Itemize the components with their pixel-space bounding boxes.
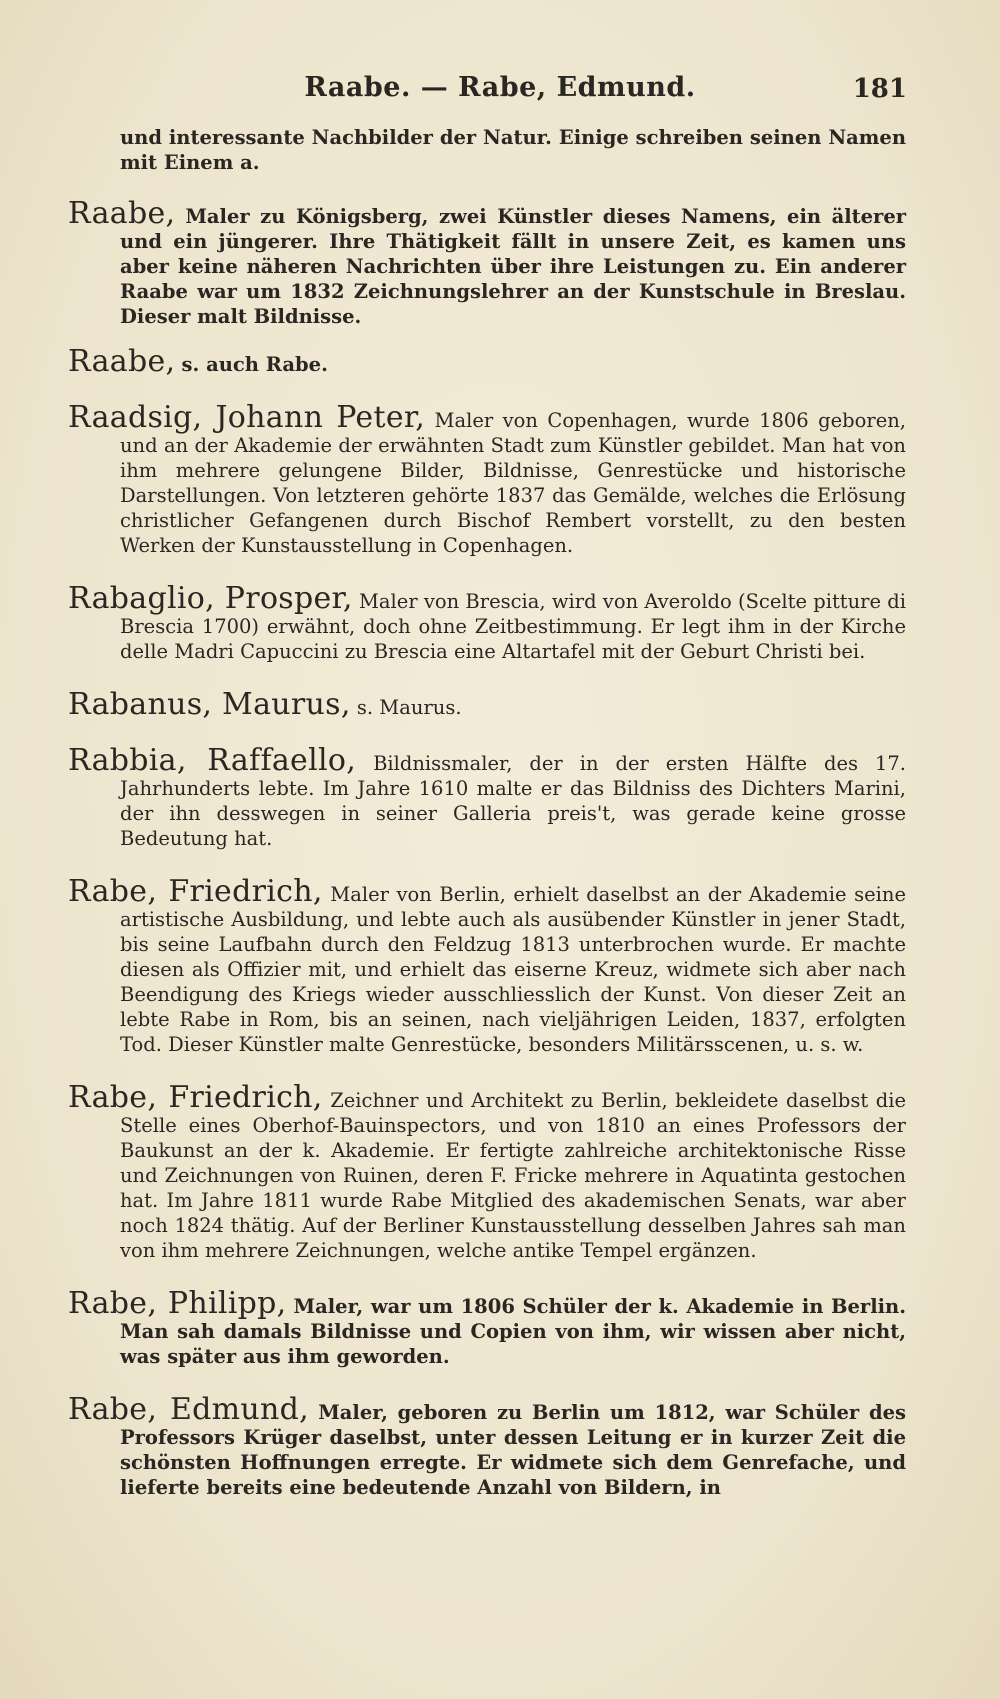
entry-headword: Rabanus, Maurus, bbox=[68, 686, 351, 722]
continuation-text: und interessante Nachbilder der Natur. Einige schreiben seinen Namen mit Einem a. bbox=[120, 126, 906, 174]
entry-text: Maler, war um 1806 Schüler der k. Akademie in Berlin. Man sah damals Bildnisse und Copien von ihm, wir wissen aber nicht, was später aus ihm geworden. bbox=[120, 1294, 906, 1368]
body-text bbox=[68, 125, 906, 1519]
entry-rabe-philipp bbox=[68, 1285, 906, 1369]
entry-headword: Rabe, Philipp, bbox=[68, 1285, 287, 1321]
entry-text: Maler von Copenhagen, wurde 1806 geboren, und an der Akademie der erwähnten Stadt zum Künstler gebildet. Man hat von ihm mehrere gelungene Bilder, Bildnisse, Genrestücke und historische Darstellungen. Von letzteren gehörte 1837 das Gemälde, welches die Erlösung christlicher Gefangenen durch Bischof Rembert vorstellt, zu den besten Werken der Kunstausstellung in Copenhagen. bbox=[120, 408, 907, 557]
page-number: 181 bbox=[852, 74, 907, 104]
entry-text: Maler zu Königsberg, zwei Künstler dieses Namens, ein älterer und ein jüngerer. Ihre Thätigkeit fällt in unsere Zeit, es kamen uns aber keine näheren Nachrichten über ihre Leistungen zu. Ein anderer Raabe war um 1832 Zeichnungslehrer an der Kunstschule in Breslau. Dieser malt Bildnisse. bbox=[120, 205, 906, 328]
entry-raabe-see-also bbox=[68, 343, 906, 379]
entry-rabe-edmund bbox=[68, 1391, 906, 1500]
entry-headword: Rabe, Friedrich, bbox=[68, 1079, 323, 1115]
entry-headword: Rabe, Edmund, bbox=[68, 1391, 310, 1427]
entry-text: s. Maurus. bbox=[356, 695, 462, 719]
entry-rabanus bbox=[68, 686, 906, 722]
running-head: Raabe. — Rabe, Edmund. bbox=[304, 72, 696, 103]
entry-headword: Raabe, bbox=[68, 343, 176, 379]
entry-headword: Rabbia, Raffaello, bbox=[68, 742, 357, 778]
page-header bbox=[0, 72, 1000, 112]
entry-raadsig bbox=[68, 399, 907, 558]
entry-rabaglio bbox=[68, 580, 906, 664]
entry-headword: Raabe, bbox=[68, 196, 176, 231]
entry-headword: Raadsig, Johann Peter, bbox=[68, 399, 426, 435]
entry-rabe-friedrich-maler bbox=[68, 873, 907, 1057]
entry-text: s. auch Rabe. bbox=[181, 352, 328, 376]
entry-text: Bildnissmaler, der in der ersten Hälfte des 17. Jahrhunderts lebte. Im Jahre 1610 malte er das Bildniss des Dichters Marini, der ihn desswegen in seiner Galleria preis't, was gerade keine grosse Bedeutung hat. bbox=[120, 751, 906, 850]
entry-headword: Rabe, Friedrich, bbox=[68, 873, 323, 909]
entry-text: Maler von Berlin, erhielt daselbst an der Akademie seine artistische Ausbildung, und lebte auch als ausübender Künstler in jener Stadt, bis seine Laufbahn durch den Feldzug 1813 unterbrochen wurde. Er machte diesen als Offizier mit, und erhielt das eiserne Kreuz, widmete sich aber nach Beendigung des Kriegs wieder ausschliesslich der Kunst. Von dieser Zeit an lebte Rabe in Rom, bis an seinen, nach vieljährigen Leiden, 1837, erfolgten Tod. Dieser Künstler malte Genrestücke, besonders Militärsscenen, u. s. w. bbox=[120, 882, 907, 1056]
entry-headword: Rabaglio, Prosper, bbox=[68, 580, 353, 616]
entry-raabe-koenigsberg bbox=[68, 196, 906, 329]
entry-rabe-friedrich-architekt bbox=[68, 1079, 907, 1263]
entry-text: Maler, geboren zu Berlin um 1812, war Schüler des Professors Krüger daselbst, unter dessen Leitung er in kurzer Zeit die schönsten Hoffnungen erregte. Er widmete sich dem Genrefache, und lieferte bereits eine bedeutende Anzahl von Bildern, in bbox=[120, 1400, 906, 1499]
entry-rabbia bbox=[68, 742, 906, 851]
entry-text: Zeichner und Architekt zu Berlin, bekleidete daselbst die Stelle eines Oberhof-Bauinspectors, und von 1810 an eines Professors der Baukunst an der k. Akademie. Er fertigte zahlreiche architektonische Risse und Zeichnungen von Ruinen, deren F. Fricke mehrere in Aquatinta gestochen hat. Im Jahre 1811 wurde Rabe Mitglied des akademischen Senats, war aber noch 1824 thätig. Auf der Berliner Kunstausstellung desselben Jahres sah man von ihm mehrere Zeichnungen, welche antike Tempel ergänzen. bbox=[120, 1088, 907, 1262]
entry-text: Maler von Brescia, wird von Averoldo (Scelte pitture di Brescia 1700) erwähnt, doch ohne Zeitbestimmung. Er legt ihm in der Kirche delle Madri Capuccini zu Brescia eine Altartafel mit der Geburt Christi bei. bbox=[120, 589, 906, 663]
